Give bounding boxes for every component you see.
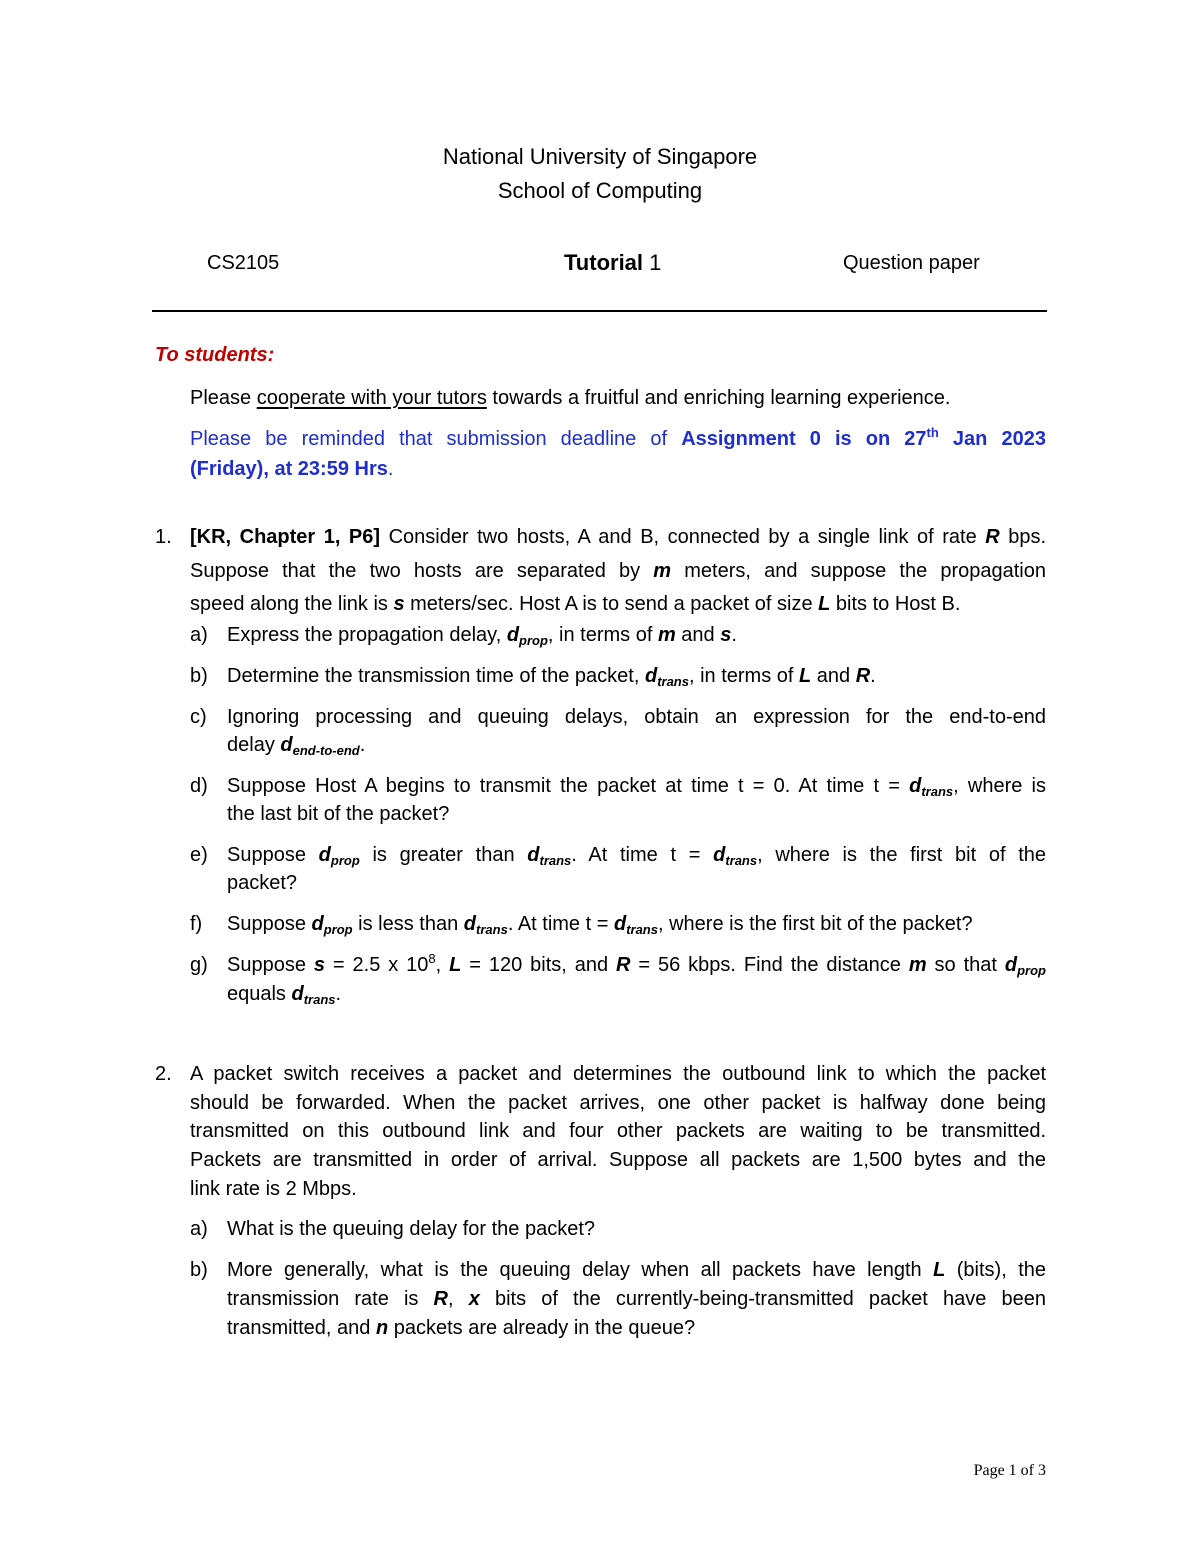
q1-part-b-label: b) (190, 665, 208, 687)
q1-part-e-line-1: Suppose $d_{prop}$ is greater than $d_{trans}$. At time $t = d_{trans}$, where is the first bit of the (227, 844, 1047, 868)
q1-line-3: speed along the link is s meters/sec. Host A is to send a packet of size L bits to Host B. (190, 593, 961, 615)
q1-part-f-label: f) (190, 913, 203, 935)
q1-part-b: Determine the transmission time of the packet, $d_{trans}$, in terms of L and R. (227, 665, 876, 689)
q1-part-a-label: a) (190, 624, 208, 646)
paper-type: Question paper (843, 252, 980, 274)
q1-line-2: Suppose that the two hosts are separated by m meters, and suppose the propagation (190, 560, 1046, 582)
reminder-line-2: (Friday), at 23:59 Hrs. (190, 458, 394, 480)
page-number: Page 1 of 3 (973, 1462, 1046, 1479)
q1-part-d-line-2: the last bit of the packet? (227, 803, 450, 825)
q2-line-1: A packet switch receives a packet and determines the outbound link to which the packet (190, 1063, 1046, 1085)
q1-part-f: Suppose $d_{prop}$ is less than $d_{trans}$. At time $t = d_{trans}$, where is the first bit of the packet? (227, 913, 973, 937)
q2-part-a-label: a) (190, 1218, 208, 1240)
q2-line-3: transmitted on this outbound link and four other packets are waiting to be transmitted. (190, 1120, 1046, 1142)
q1-part-c-line-2: delay $d_{end-to-end}$. (227, 734, 366, 758)
q2-part-b-line-1: More generally, what is the queuing delay when all packets have length L (bits), the (227, 1259, 1046, 1281)
question-2-number: 2. (155, 1063, 172, 1085)
tutorial-title: Tutorial 1 (564, 250, 662, 275)
cooperate-line: Please cooperate with your tutors towards a fruitful and enriching learning experience. (190, 387, 951, 409)
q1-part-e-line-2: packet? (227, 872, 298, 894)
q1-part-g-label: g) (190, 954, 208, 976)
reminder-line-1: Please be reminded that submission deadline of Assignment 0 is on 27th Jan 2023 (190, 425, 1046, 450)
university-name: National University of Singapore (442, 144, 758, 169)
q2-part-b-line-2: transmission rate is R, x bits of the currently-being-transmitted packet have been (227, 1288, 1046, 1310)
q1-line-1: [KR, Chapter 1, P6] Consider two hosts, A and B, connected by a single link of rate R bps. (190, 526, 1046, 548)
q2-part-a: What is the queuing delay for the packet? (227, 1218, 596, 1240)
q2-line-4: Packets are transmitted in order of arrival. Suppose all packets are 1,500 bytes and the (190, 1149, 1046, 1171)
school-name: School of Computing (497, 178, 703, 203)
q2-line-5: link rate is 2 Mbps. (190, 1178, 357, 1200)
q2-line-2: should be forwarded. When the packet arrives, one other packet is halfway done being (190, 1092, 1046, 1114)
q1-part-d-label: d) (190, 775, 208, 797)
q2-part-b-line-3: transmitted, and n packets are already in the queue? (227, 1317, 696, 1339)
cooperate-emphasis: cooperate with your tutors (256, 387, 487, 409)
notice-heading: To students: (155, 344, 275, 366)
header-row (152, 252, 1046, 282)
q1-part-a: Express the propagation delay, $d_{prop}$, in terms of m and s. (227, 624, 737, 648)
q1-part-c-label: c) (190, 706, 207, 728)
question-1-number: 1. (155, 526, 172, 548)
q1-part-d-line-1: Suppose Host A begins to transmit the packet at time t = 0. At time $t = d_{trans}$, where is (227, 775, 1046, 799)
q1-part-g-line-2: equals $d_{trans}$. (227, 983, 342, 1007)
q1-part-e-label: e) (190, 844, 208, 866)
q1-part-c-line-1: Ignoring processing and queuing delays, obtain an expression for the end-to-end (227, 706, 1046, 728)
course-code: CS2105 (207, 252, 280, 274)
header-divider (152, 310, 1047, 312)
q2-part-b-label: b) (190, 1259, 208, 1281)
q1-part-g-line-1: Suppose s = 2.5 x $10^8$, L = 120 bits, and R = 56 kbps. Find the distance m so that $d_{prop}$ (227, 951, 1046, 978)
